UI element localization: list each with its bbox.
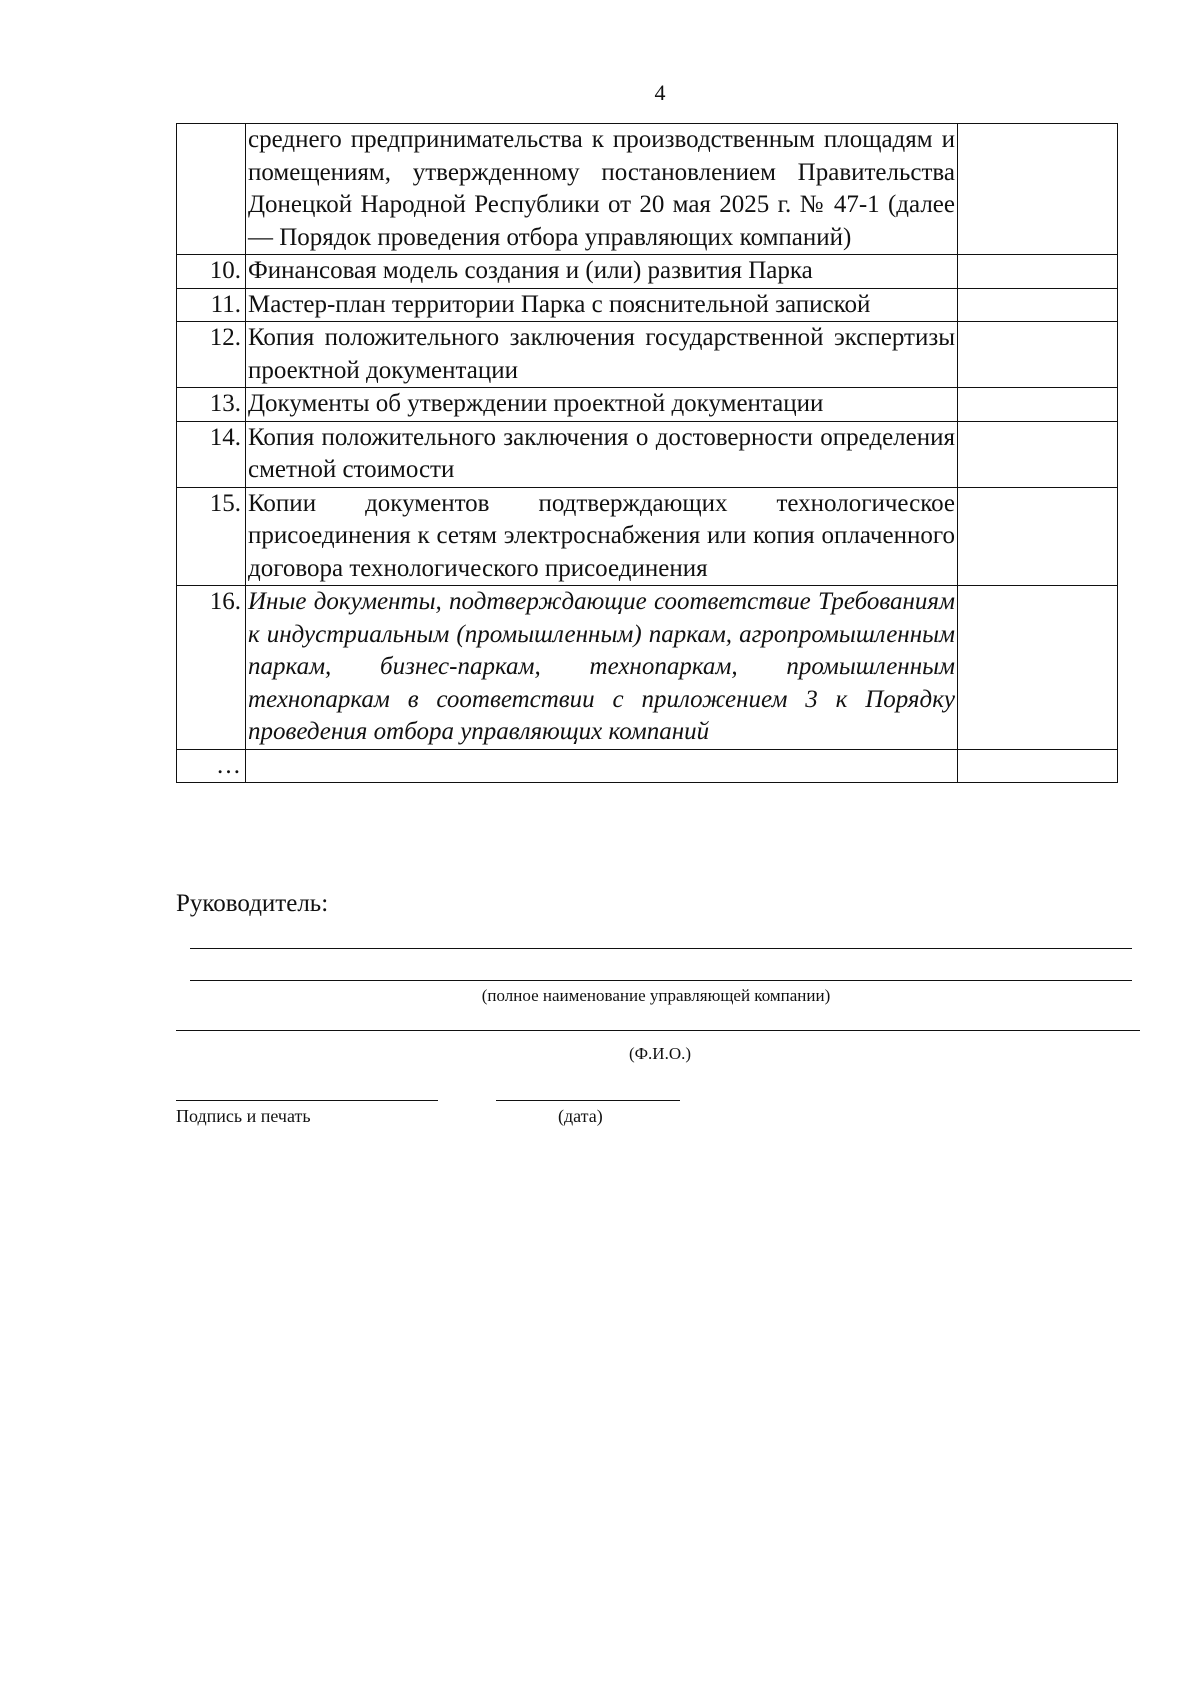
- documents-table: [176, 123, 1118, 783]
- table-row: [177, 421, 1118, 487]
- row-number: 10.: [177, 255, 246, 289]
- table-row: [177, 388, 1118, 422]
- row-number: 15.: [177, 487, 246, 586]
- table-row: [177, 124, 1118, 255]
- table-row: [177, 288, 1118, 322]
- row-number: 11.: [177, 288, 246, 322]
- row-number: …: [177, 749, 246, 783]
- row-mark-cell: [958, 255, 1118, 289]
- row-mark-cell: [958, 388, 1118, 422]
- table-row: [177, 255, 1118, 289]
- company-name-line-2: [190, 980, 1132, 981]
- row-number: [177, 124, 246, 255]
- row-text: среднего предпринимательства к производственным площадям и помещениям, утвержденному постановлением Правительства Донецкой Народной Республики от 20 мая 2025 г. № 47-1 (далее — Порядок проведения отбора управляющих компаний): [246, 124, 958, 255]
- row-text: Документы об утверждении проектной документации: [246, 388, 958, 422]
- row-text: Финансовая модель создания и (или) развития Парка: [246, 255, 958, 289]
- row-text: Иные документы, подтверждающие соответствие Требованиям к индустриальным (промышленным) паркам, агропромышленным паркам, бизнес-паркам, технопаркам, промышленным технопаркам в соответствии с приложением 3 к Порядку проведения отбора управляющих компаний: [246, 586, 958, 750]
- row-text: Мастер-план территории Парка с пояснительной запиской: [246, 288, 958, 322]
- company-name-line-1: [190, 948, 1132, 949]
- row-number: 13.: [177, 388, 246, 422]
- signature-label: Подпись и печать: [176, 1106, 311, 1126]
- date-label: (дата): [558, 1106, 603, 1126]
- table-row: [177, 586, 1118, 750]
- row-mark-cell: [958, 749, 1118, 783]
- row-text: [246, 749, 958, 783]
- signature-line: [176, 1100, 438, 1101]
- row-text: Копии документов подтверждающих технологическое присоединения к сетям электроснабжения или копия оплаченного договора технологического присоединения: [246, 487, 958, 586]
- page-number: 4: [654, 80, 666, 105]
- fio-line: [176, 1030, 1140, 1031]
- date-line: [496, 1100, 680, 1101]
- row-number: 16.: [177, 586, 246, 750]
- row-mark-cell: [958, 487, 1118, 586]
- fio-caption: (Ф.И.О.): [628, 1044, 692, 1063]
- row-mark-cell: [958, 288, 1118, 322]
- row-text: Копия положительного заключения государственной экспертизы проектной документации: [246, 322, 958, 388]
- row-number: 12.: [177, 322, 246, 388]
- row-mark-cell: [958, 124, 1118, 255]
- company-name-caption: (полное наименование управляющей компании): [481, 986, 831, 1005]
- table-row: [177, 487, 1118, 586]
- table-row: [177, 322, 1118, 388]
- row-mark-cell: [958, 586, 1118, 750]
- row-text: Копия положительного заключения о достоверности определения сметной стоимости: [246, 421, 958, 487]
- row-number: 14.: [177, 421, 246, 487]
- row-mark-cell: [958, 322, 1118, 388]
- head-label: Руководитель:: [176, 890, 329, 917]
- table-row: [177, 749, 1118, 783]
- row-mark-cell: [958, 421, 1118, 487]
